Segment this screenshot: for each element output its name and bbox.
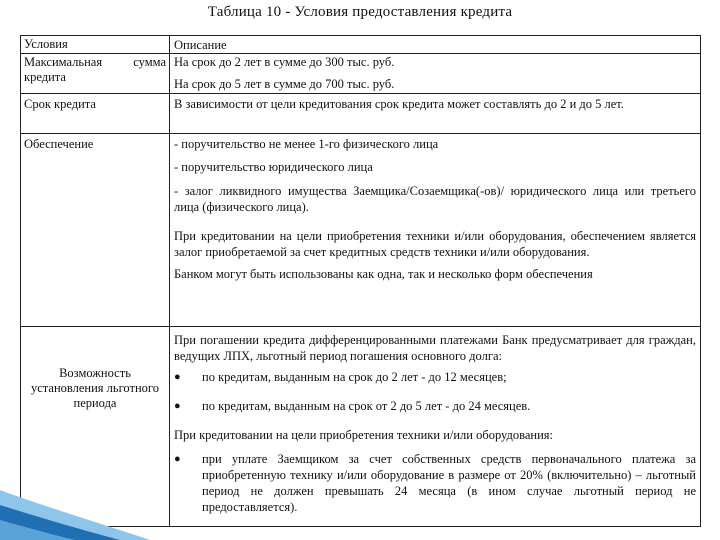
table-row-term <box>21 93 700 134</box>
security-item-5: Банком могут быть использованы как одна, так и несколько форм обеспечения <box>174 267 593 281</box>
grace-equipment-intro: При кредитовании на цели приобретения техники и/или оборудования: <box>174 428 553 442</box>
row-label-term: Срок кредита <box>24 97 96 111</box>
bullet-dot-icon: ● <box>174 400 181 412</box>
bullet-dot-icon: ● <box>174 371 181 383</box>
grace-equipment-bullet <box>174 451 696 515</box>
table-caption: Таблица 10 - Условия предоставления кредита <box>207 4 513 20</box>
table-row-security <box>21 133 700 327</box>
security-item-4: При кредитовании на цели приобретения техники и/или оборудования, обеспечением является залог приобретаемой за счет кредитных средств техники и/или оборудования. <box>174 229 696 259</box>
grace-equipment-bullet-text: при уплате Заемщиком за счет собственных средств первоначального платежа за приобретенную технику и/или оборудование в размере от 20% (включительно) – льготный период не должен превышать 24 месяца (в ином случае льготный период не предоставляется). <box>202 452 696 514</box>
row-label-grace: Возможность установления льготного периода <box>31 366 159 410</box>
header-row <box>21 36 700 54</box>
grace-bullet-1-text: по кредитам, выданным на срок до 2 лет - до 12 месяцев; <box>202 370 507 384</box>
security-item-2: - поручительство юридического лица <box>174 160 373 174</box>
amount-line-1: На срок до 2 лет в сумме до 300 тыс. руб. <box>174 55 395 69</box>
table-row-amount <box>21 53 700 94</box>
grace-bullet-1 <box>174 369 696 385</box>
grace-intro: При погашении кредита дифференцированными платежами Банк предусматривает для граждан, ведущих ЛПХ, льготный период погашения основного долга: <box>174 333 696 363</box>
blue-swoosh-decoration <box>0 450 150 540</box>
grace-bullet-2 <box>174 398 696 414</box>
header-description: Описание <box>174 38 227 52</box>
security-item-1: - поручительство не менее 1-го физического лица <box>174 137 439 151</box>
row-label-security: Обеспечение <box>24 137 94 151</box>
row-label-amount: Максимальная сумма кредита <box>24 55 166 84</box>
security-item-3: - залог ликвидного имущества Заемщика/Созаемщика(-ов)/ юридического лица или третьего лица (физического лица). <box>174 184 696 214</box>
header-conditions: Условия <box>24 37 68 51</box>
grace-bullet-2-text: по кредитам, выданным на срок от 2 до 5 лет - до 24 месяцев. <box>202 399 531 413</box>
bullet-dot-icon: ● <box>174 453 181 465</box>
term-text: В зависимости от цели кредитования срок кредита может составлять до 2 и до 5 лет. <box>174 97 624 111</box>
amount-line-2: На срок до 5 лет в сумме до 700 тыс. руб. <box>174 77 395 91</box>
